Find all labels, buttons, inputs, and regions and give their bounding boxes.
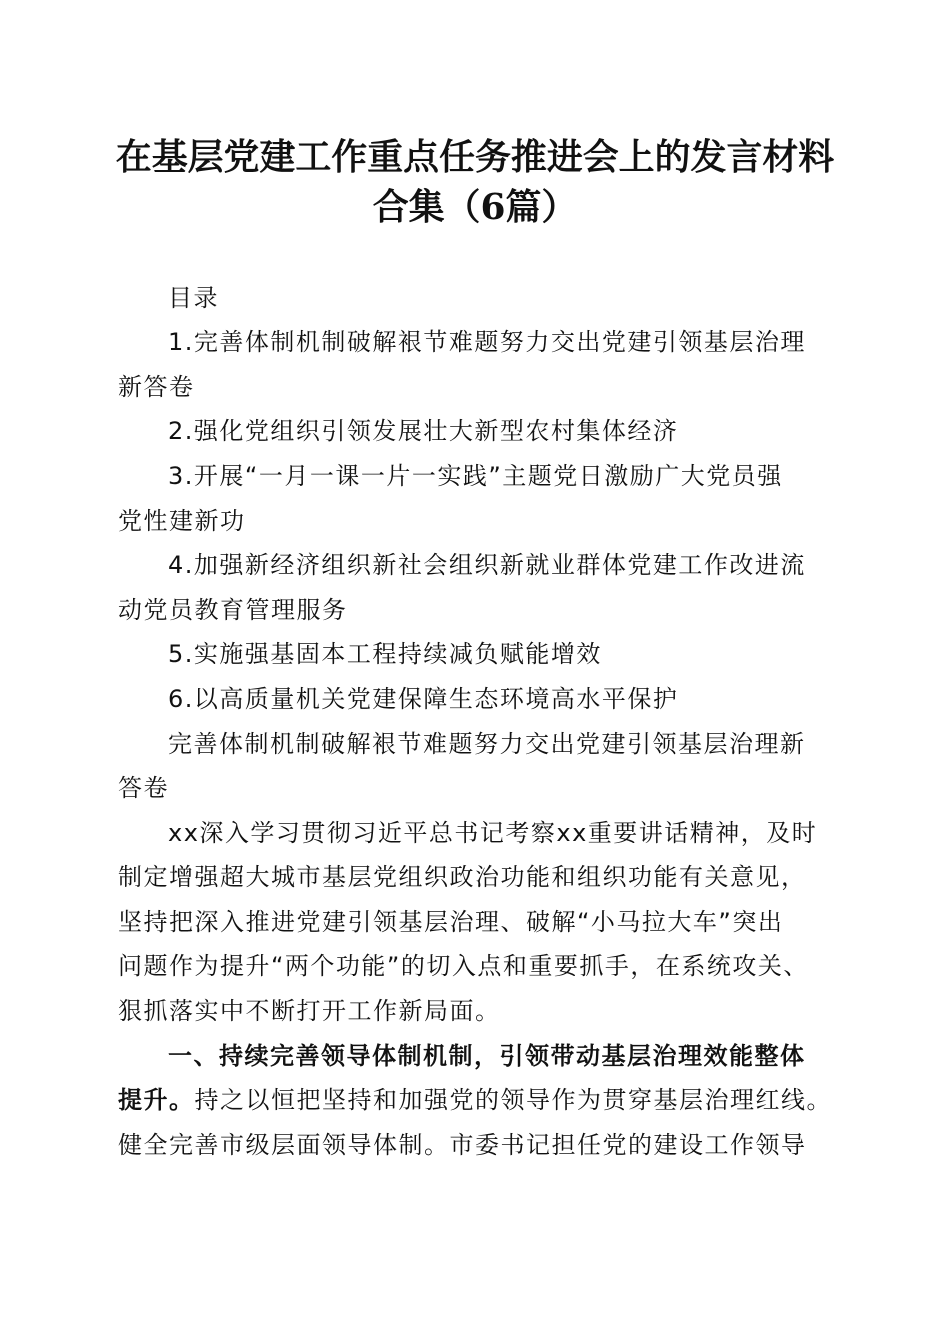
toc-item-3-cont: 党性建新功 [118,507,246,535]
point-line-2 [118,1085,832,1115]
point-heading: 一、持续完善领导体制机制，引领带动基层治理效能整体 [168,1042,806,1070]
toc-label: 目录 [168,284,219,312]
toc-item-5: 5.实施强基固本工程持续减负赋能增效 [168,640,602,668]
intro-line-2: 制定增强超大城市基层党组织政治功能和组织功能有关意见， [118,863,807,891]
toc-item-6: 6.以高质量机关党建保障生态环境高水平保护 [168,685,679,713]
toc-item-4: 4.加强新经济组织新社会组织新就业群体党建工作改进流 [168,551,806,579]
title-line-2: 合集（6篇） [372,186,578,228]
section-title: 完善体制机制破解裉节难题努力交出党建引领基层治理新 [168,730,806,758]
section-title-cont: 答卷 [118,774,169,802]
intro-line-4: 问题作为提升“两个功能”的切入点和重要抓手，在系统攻关、 [118,952,809,980]
point-line-3: 健全完善市级层面领导体制。市委书记担任党的建设工作领导 [118,1131,807,1159]
intro-line-1: xx深入学习贯彻习近平总书记考察xx重要讲话精神，及时 [168,819,818,847]
toc-item-2: 2.强化党组织引领发展壮大新型农村集体经济 [168,417,679,445]
document-title [60,132,890,232]
toc-item-1: 1.完善体制机制破解裉节难题努力交出党建引领基层治理 [168,328,806,356]
toc-item-4-cont: 动党员教育管理服务 [118,596,348,624]
title-line-1: 在基层党建工作重点任务推进会上的发言材料 [115,136,835,178]
point-heading-cont: 提升。 [118,1086,195,1114]
intro-line-3: 坚持把深入推进党建引领基层治理、破解“小马拉大车”突出 [118,908,784,936]
toc-item-1-cont: 新答卷 [118,373,195,401]
intro-line-5: 狠抓落实中不断打开工作新局面。 [118,997,501,1025]
toc-item-3: 3.开展“一月一课一片一实践”主题党日激励广大党员强 [168,462,783,490]
point-text: 持之以恒把坚持和加强党的领导作为贯穿基层治理红线。 [194,1086,832,1114]
